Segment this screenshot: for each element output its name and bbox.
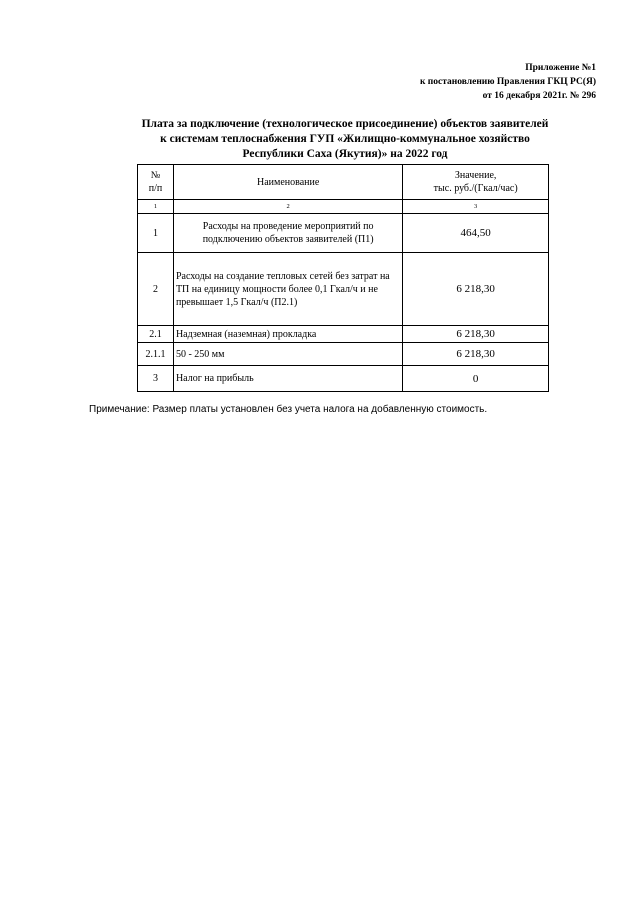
row-number: 2.1.1 (138, 343, 174, 366)
header-value (403, 165, 549, 200)
appendix-line-3: от 16 декабря 2021г. № 296 (482, 91, 596, 101)
row-name: Расходы на проведение мероприятий по подключению объектов заявителей (П1) (173, 214, 402, 253)
appendix-header (420, 61, 596, 103)
index-col-1: 1 (138, 200, 174, 214)
appendix-line-2: к постановлению Правления ГКЦ РС(Я) (419, 77, 596, 87)
header-number (138, 165, 174, 200)
fee-table (137, 164, 549, 392)
title-line-3: Республики Саха (Якутия)» на 2022 год (242, 148, 448, 160)
row-name: Надземная (наземная) прокладка (173, 326, 402, 343)
header-name: Наименование (173, 165, 402, 200)
header-number-line-1: № (150, 170, 161, 181)
table-header-row (138, 165, 549, 200)
table-row (138, 366, 549, 392)
row-value: 6 218,30 (403, 326, 549, 343)
header-value-line-2: тыс. руб./(Гкал/час) (433, 183, 518, 194)
row-number: 2 (138, 253, 174, 326)
row-name: 50 - 250 мм (173, 343, 402, 366)
document-title (0, 117, 640, 162)
row-number: 3 (138, 366, 174, 392)
index-col-2: 2 (173, 200, 402, 214)
row-name: Налог на прибыль (173, 366, 402, 392)
table-row (138, 214, 549, 253)
header-number-line-2: п/п (148, 183, 163, 194)
title-line-2: к системам теплоснабжения ГУП «Жилищно-коммунальное хозяйство (160, 133, 530, 145)
row-number: 1 (138, 214, 174, 253)
index-col-3: 3 (403, 200, 549, 214)
table-row (138, 326, 549, 343)
table-row (138, 253, 549, 326)
row-value: 464,50 (403, 214, 549, 253)
row-name: Расходы на создание тепловых сетей без затрат на ТП на единицу мощности более 0,1 Гкал/ч и не превышает 1,5 Гкал/ч (П2.1) (173, 253, 402, 326)
footnote: Примечание: Размер платы установлен без учета налога на добавленную стоимость. (89, 404, 488, 415)
row-value: 0 (403, 366, 549, 392)
row-value: 6 218,30 (403, 253, 549, 326)
row-value: 6 218,30 (403, 343, 549, 366)
table-index-row (138, 200, 549, 214)
title-line-1: Плата за подключение (технологическое присоединение) объектов заявителей (141, 118, 549, 130)
header-value-line-1: Значение, (454, 170, 497, 181)
row-number: 2.1 (138, 326, 174, 343)
table-row (138, 343, 549, 366)
appendix-line-1: Приложение №1 (525, 63, 596, 73)
